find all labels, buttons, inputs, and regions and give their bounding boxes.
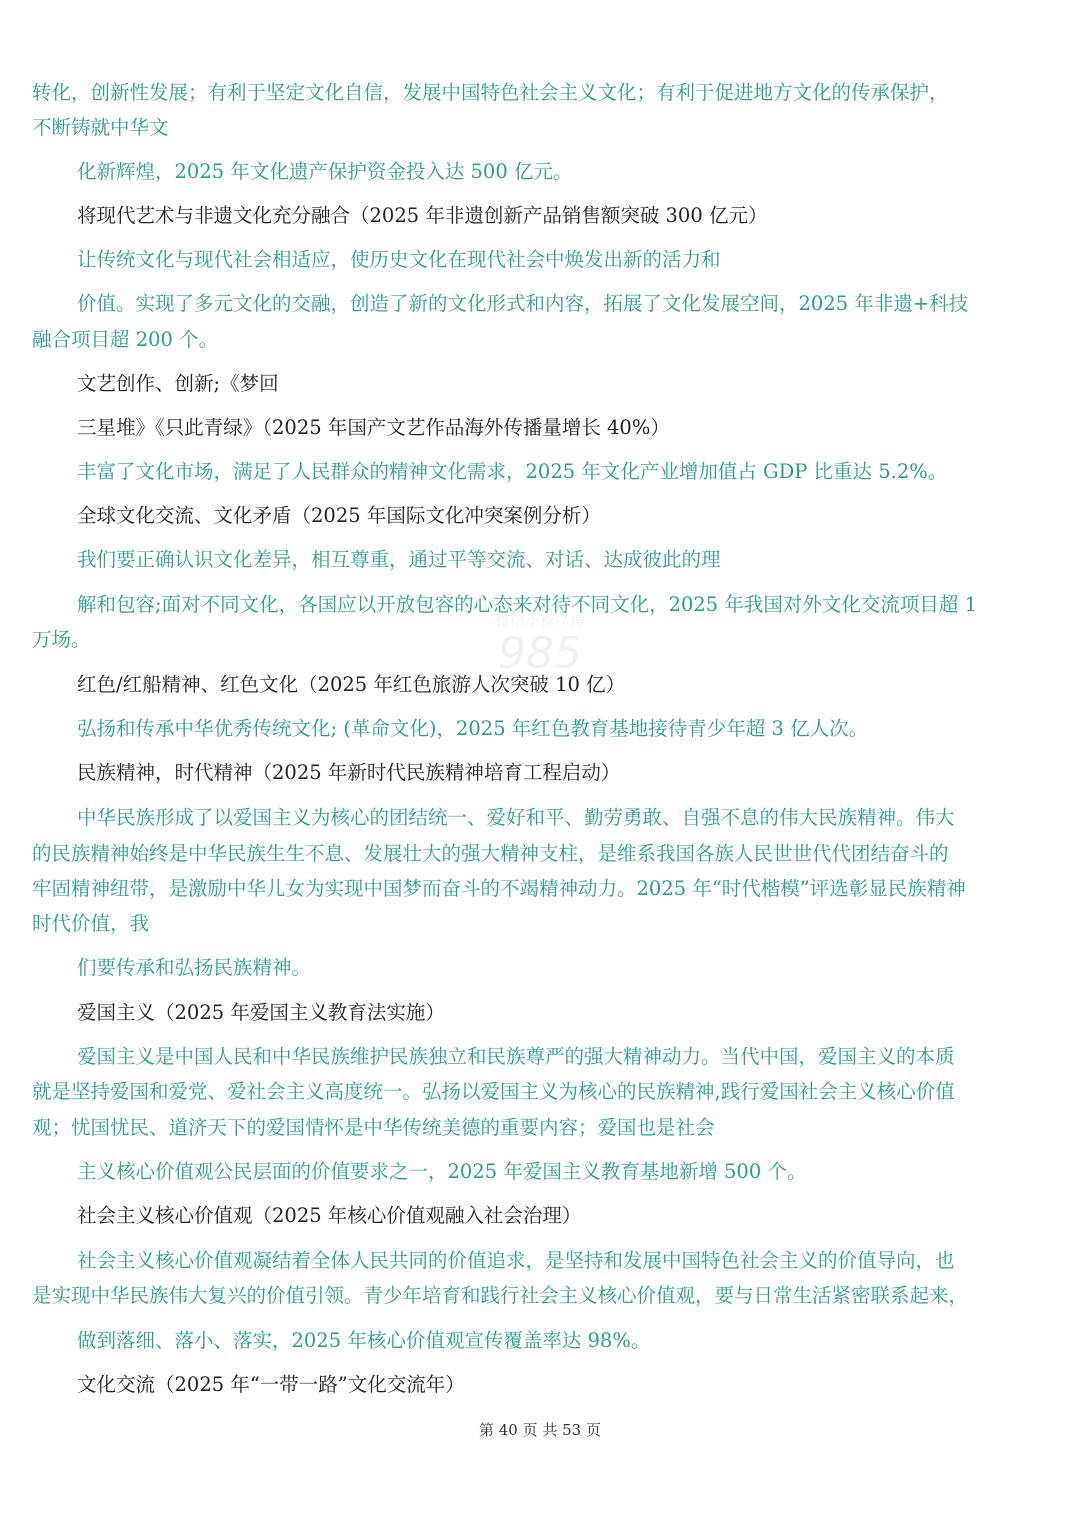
topic-heading: 文艺创作、创新;《梦回 [77,372,279,395]
watermark-number: 985 [498,628,582,679]
paragraph-line: 价值。实现了多元文化的交融，创造了新的文化形式和内容，拓展了文化发展空间，2025 年非遗+科技 [77,292,969,315]
paragraph-line: 我们要正确认识文化差异，相互尊重，通过平等交流、对话、达成彼此的理 [77,548,721,571]
page-number-footer: 第 40 页 共 53 页 [478,1421,601,1439]
topic-heading: 文化交流（2025 年“一带一路”文化交流年） [77,1373,465,1396]
paragraph-line: 观；忧国忧民、道济天下的爱国情怀是中华传统美德的重要内容；爱国也是社会 [32,1116,715,1139]
paragraph-line: 融合项目超 200 个。 [32,328,219,351]
paragraph-line: 不断铸就中华文 [32,116,169,139]
paragraph-line: 丰富了文化市场，满足了人民群众的精神文化需求，2025 年文化产业增加值占 GDP 比重达 5.2%。 [77,460,948,483]
topic-heading: 社会主义核心价值观（2025 年核心价值观融入社会治理） [77,1204,582,1227]
topic-heading: 红色/红船精神、红色文化（2025 年红色旅游人次突破 10 亿） [77,673,626,696]
paragraph-line: 爱国主义是中国人民和中华民族维护民族独立和民族尊严的强大精神动力。当代中国，爱国主义的本质 [77,1045,955,1068]
paragraph-line: 化新辉煌，2025 年文化遗产保护资金投入达 500 亿元。 [77,160,573,183]
paragraph-line: 做到落细、落小、落实，2025 年核心价值观宣传覆盖率达 98%。 [77,1329,651,1352]
topic-heading: 爱国主义（2025 年爱国主义教育法实施） [77,1001,445,1024]
paragraph-line: 主义核心价值观公民层面的价值要求之一，2025 年爱国主义教育基地新增 500 个。 [77,1160,807,1183]
topic-heading: 全球文化交流、文化矛盾（2025 年国际文化冲突案例分析） [77,504,601,527]
watermark [470,612,610,678]
paragraph-line: 万场。 [32,628,91,651]
paragraph-line: 牢固精神纽带，是激励中华儿女为实现中国梦而奋斗的不竭精神动力。2025 年“时代楷模”评选彰显民族精神 [32,877,966,900]
paragraph-line: 弘扬和传承中华优秀传统文化; (革命文化)，2025 年红色教育基地接待青少年超 3 亿人次。 [77,717,869,740]
paragraph-line: 时代价值，我 [32,912,150,935]
paragraph-line: 的民族精神始终是中华民族生生不息、发展壮大的强大精神支柱，是维系我国各族人民世世代代团结奋斗的 [32,842,949,865]
paragraph-line: 就是坚持爱国和爱党、爱社会主义高度统一。弘扬以爱国主义为核心的民族精神,践行爱国社会主义核心价值 [32,1080,955,1103]
paragraph-line: 解和包容;面对不同文化，各国应以开放包容的心态来对待不同文化，2025 年我国对外文化交流项目超 1 [77,593,977,616]
topic-heading: 民族精神，时代精神（2025 年新时代民族精神培育工程启动） [77,761,621,784]
paragraph-line: 社会主义核心价值观凝结着全体人民共同的价值追求，是坚持和发展中国特色社会主义的价值导向，也 [77,1249,955,1272]
paragraph-line: 让传统文化与现代社会相适应，使历史文化在现代社会中焕发出新的活力和 [77,248,721,271]
paragraph-line: 转化，创新性发展；有利于坚定文化自信，发展中国特色社会主义文化；有利于促进地方文化的传承保护， [32,81,949,104]
paragraph-line: 中华民族形成了以爱国主义为核心的团结统一、爱好和平、勤劳勇敢、自强不息的伟大民族精神。伟大 [77,806,955,829]
paragraph-line: 们要传承和弘扬民族精神。 [77,956,312,979]
paragraph-line: 是实现中华民族伟大复兴的价值引领。青少年培育和践行社会主义核心价值观，要与日常生活紧密联系起来， [32,1284,969,1307]
topic-heading: 三星堆》《只此青绿》（2025 年国产文艺作品海外传播量增长 40%） [77,416,670,439]
watermark-text: 微信小程序搜 [494,612,585,630]
topic-heading: 将现代艺术与非遗文化充分融合（2025 年非遗创新产品销售额突破 300 亿元） [77,204,768,227]
